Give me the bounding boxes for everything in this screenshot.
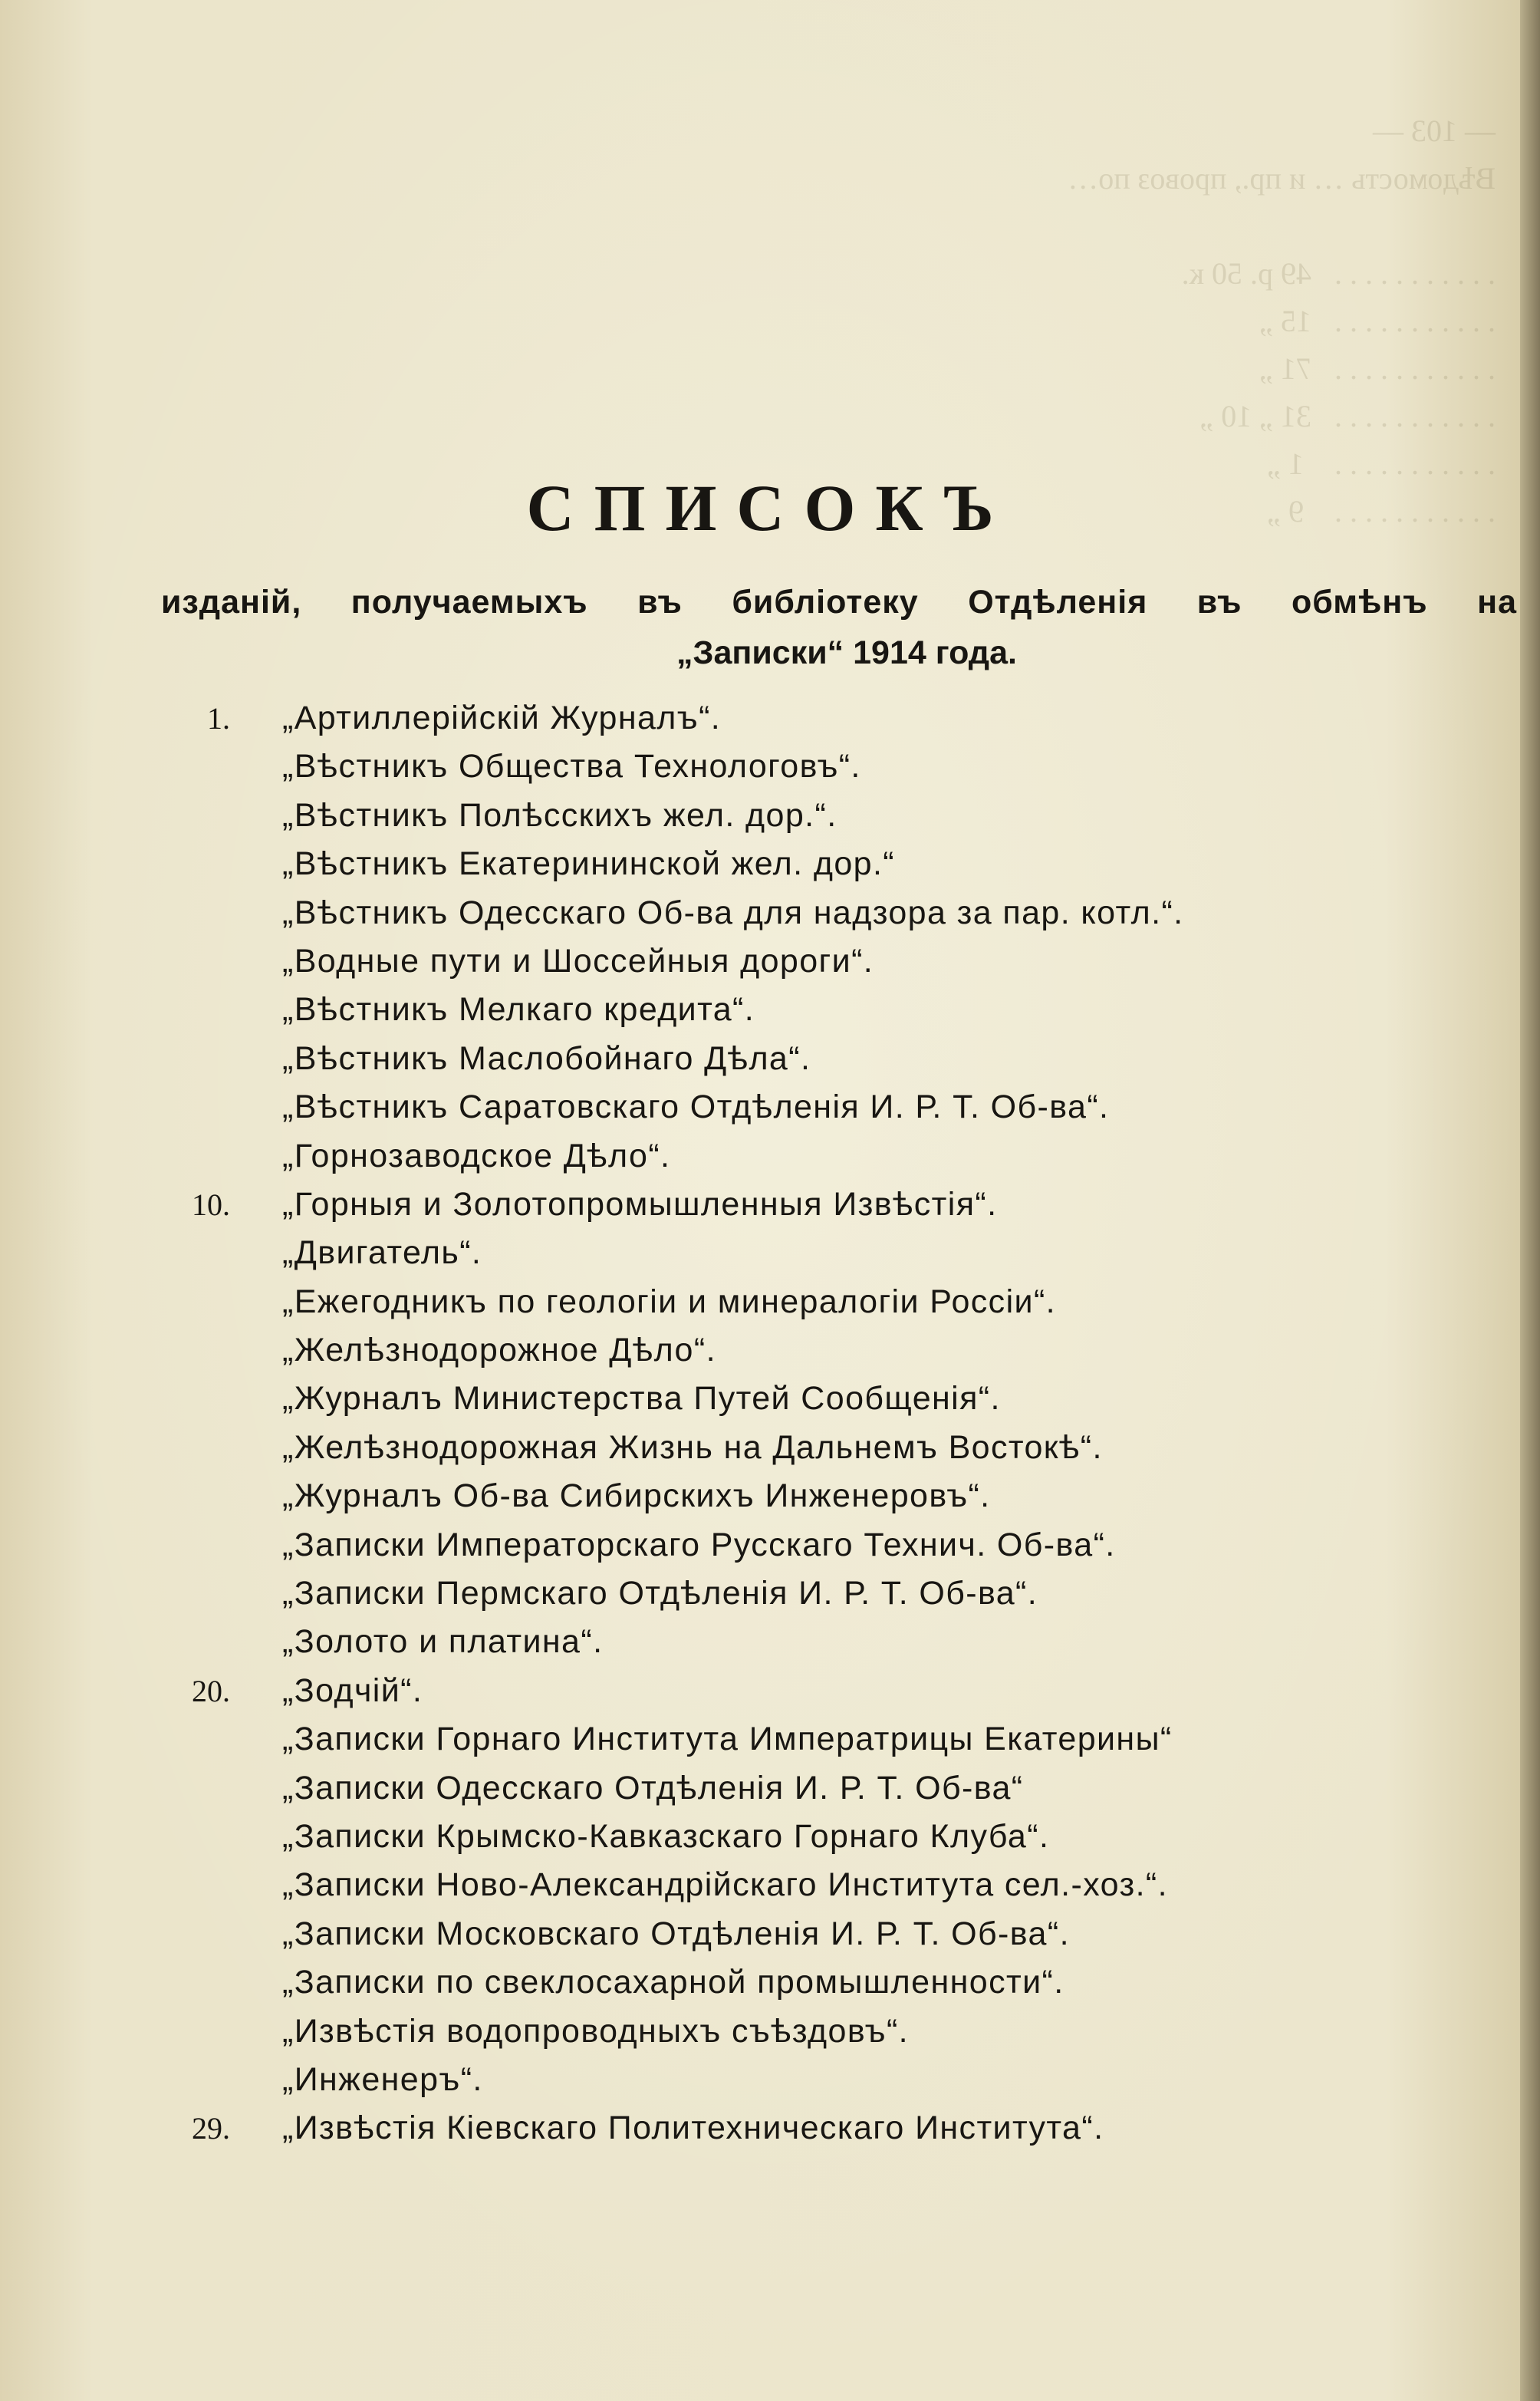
item-title: „Вѣстникъ Одесскаго Об-ва для надзора за пар. котл.“. bbox=[282, 894, 1184, 931]
list-item bbox=[0, 1181, 1540, 1229]
item-title: „Водные пути и Шоссейныя дороги“. bbox=[282, 942, 874, 980]
list-item bbox=[0, 840, 1540, 888]
list-item bbox=[0, 1083, 1540, 1131]
item-title: „Желѣзнодорожная Жизнь на Дальнемъ Востокѣ“. bbox=[282, 1428, 1103, 1466]
item-title: „Горнозаводское Дѣло“. bbox=[282, 1137, 671, 1174]
item-title: „Вѣстникъ Маслобойнаго Дѣла“. bbox=[282, 1039, 811, 1077]
item-title: „Журналъ Министерства Путей Сообщенія“. bbox=[282, 1380, 1001, 1418]
list-item bbox=[0, 1229, 1540, 1277]
list-item bbox=[0, 937, 1540, 986]
item-title: „Горныя и Золотопромышленныя Извѣстія“. bbox=[282, 1185, 998, 1223]
list-item bbox=[0, 1910, 1540, 1958]
item-number: 1. bbox=[207, 701, 230, 736]
item-number: 20. bbox=[192, 1673, 230, 1708]
item-title: „Вѣстникъ Полѣсскихъ жел. дор.“. bbox=[282, 796, 837, 834]
item-title: „Вѣстникъ Мелкаго кредита“. bbox=[282, 991, 755, 1029]
list-item bbox=[0, 743, 1540, 791]
list-item bbox=[0, 1035, 1540, 1083]
list-item bbox=[0, 1667, 1540, 1715]
list-item bbox=[0, 1326, 1540, 1375]
list-item bbox=[0, 1132, 1540, 1181]
item-title: „Золото и платина“. bbox=[282, 1623, 604, 1661]
list-item bbox=[0, 2104, 1540, 2152]
item-title: „Инженеръ“. bbox=[282, 2060, 483, 2098]
list-item bbox=[0, 1813, 1540, 1861]
item-title: „Извѣстія Кіевскаго Политехническаго Института“. bbox=[282, 2110, 1104, 2147]
item-title: „Вѣстникъ Общества Технологовъ“. bbox=[282, 748, 861, 786]
list-item bbox=[0, 889, 1540, 937]
list-item bbox=[0, 986, 1540, 1034]
subtitle-line-1: изданій, получаемыхъ въ библіотеку Отдѣленія въ обмѣнъ на bbox=[161, 584, 1517, 621]
item-title: „Желѣзнодорожное Дѣло“. bbox=[282, 1332, 716, 1369]
item-title: „Артиллерійскій Журналъ“. bbox=[282, 700, 722, 736]
subtitle bbox=[161, 577, 1517, 678]
item-title: „Записки Московскаго Отдѣленія И. Р. Т. Об-ва“. bbox=[282, 1915, 1070, 1952]
list-item bbox=[0, 1278, 1540, 1326]
item-title: „Вѣстникъ Саратовскаго Отдѣленія И. Р. Т. Об-ва“. bbox=[282, 1089, 1110, 1126]
item-title: „Записки Императорскаго Русскаго Технич. Об-ва“. bbox=[282, 1526, 1116, 1563]
item-number: 29. bbox=[192, 2111, 230, 2146]
list-item bbox=[0, 2007, 1540, 2056]
list-item bbox=[0, 1472, 1540, 1520]
item-title: „Записки Ново-Александрійскаго Института сел.-хоз.“. bbox=[282, 1866, 1168, 1904]
list-item bbox=[0, 1375, 1540, 1423]
publication-list bbox=[0, 694, 1540, 2153]
item-title: „Извѣстія водопроводныхъ съѣздовъ“. bbox=[282, 2012, 910, 2050]
item-title: „Записки Одесскаго Отдѣленія И. Р. Т. Об-ва“ bbox=[282, 1769, 1024, 1807]
item-title: „Зодчій“. bbox=[282, 1671, 423, 1709]
list-item bbox=[0, 694, 1540, 743]
page-title: СПИСОКЪ bbox=[526, 471, 1014, 545]
list-item bbox=[0, 792, 1540, 840]
item-title: „Записки Пермскаго Отдѣленія И. Р. Т. Об-ва“. bbox=[282, 1575, 1038, 1612]
list-item bbox=[0, 1715, 1540, 1764]
item-title: „Записки Горнаго Института Императрицы Екатерины“ bbox=[282, 1721, 1173, 1758]
list-item bbox=[0, 1764, 1540, 1813]
bleed-through-text: — 103 — Вѣдомость … и пр., провоз по… . . . . . . . . . . . 49 р. 50 к. . . . . . . . . . . . 15 „ . . . . . . . . . . . 71 „ . . . . . . . . . . . 31 „ 10 „ . . . . . . . . . . . 1 „ . . . . . . . . . . . 9 „ bbox=[1068, 114, 1496, 529]
page-edge-shadow bbox=[1520, 0, 1540, 2401]
item-title: „Двигатель“. bbox=[282, 1234, 482, 1272]
list-item bbox=[0, 1521, 1540, 1569]
item-title: „Записки по свеклосахарной промышленности“. bbox=[282, 1964, 1065, 2001]
subtitle-line-2: „Записки“ 1914 года. bbox=[676, 634, 1017, 671]
list-item bbox=[0, 1958, 1540, 2007]
item-title: „Ежегодникъ по геологіи и минералогіи Россіи“. bbox=[282, 1283, 1057, 1320]
list-item bbox=[0, 1569, 1540, 1618]
list-item bbox=[0, 2056, 1540, 2104]
item-number: 10. bbox=[192, 1187, 230, 1222]
item-title: „Записки Крымско-Кавказскаго Горнаго Клуба“. bbox=[282, 1817, 1050, 1855]
item-title: „Журналъ Об-ва Сибирскихъ Инженеровъ“. bbox=[282, 1477, 991, 1515]
list-item bbox=[0, 1424, 1540, 1472]
list-item bbox=[0, 1861, 1540, 1909]
item-title: „Вѣстникъ Екатерининской жел. дор.“ bbox=[282, 845, 896, 883]
list-item bbox=[0, 1618, 1540, 1666]
